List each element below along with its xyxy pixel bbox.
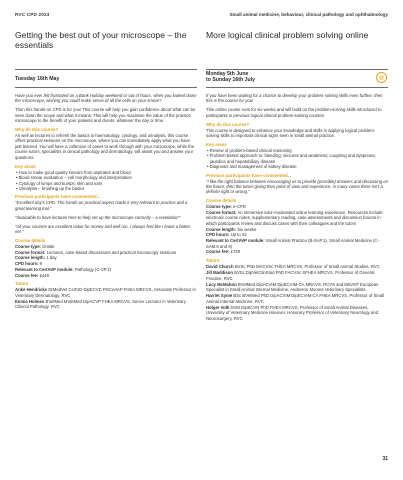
online-at-icon: @ [376, 72, 387, 83]
intro-text: If you have been waiting for a chance to develop your problem-solving skills even further, then this is the course for you! [206, 93, 383, 104]
divider [206, 87, 388, 88]
section-text: As well as lectures to refresh the basics in haematology, cytology, and urinalysis, this course offers practical sessions on the microscope, where you can immediately apply what you have just learned. You will have a collection of cases to work through with your microscope, while the course tutors, specialists in clinical pathology and dermatology, will assist you and answer your questions. [15, 133, 195, 160]
section-heading: Previous participants have commented... [206, 172, 292, 178]
detail-row: Course format: Lectures, case-based discussions and practical microscopy sessions [15, 249, 177, 255]
intro-text: Then this hands-on CPD is for you! This course will help you gain confidence about what can be seen down the scope and what it means. This will help you maximise the value of the practice microscope to the benefit of your patients and clients, whatever the day or time. [15, 107, 196, 124]
detail-row: Relevant to CertAVP module: Pathology (C-VP.3) [15, 266, 111, 272]
detail-row: Course fee: £729 [206, 249, 241, 255]
key-areas-list [15, 170, 197, 192]
detail-row: Course format: An immersive tutor-moderated online learning experience. Resources include electronic course notes, supplementary reading, case assessments and discussion forums in which participants review and discuss cases with their colleagues and the tutors [206, 210, 383, 226]
list-item: • Urinalysis – brushing up the basics [16, 185, 85, 191]
key-areas-list [206, 148, 388, 170]
detail-row: Course type: e-CPD [206, 204, 246, 210]
list-item: • Cytology of lumps and bumps, skin and ears [16, 180, 103, 186]
detail-row: Course length: Six weeks [206, 226, 257, 232]
intro-text: This online course runs for six weeks and will build on the problem-solving skills introduced to participants in previous logical clinical problem-solving courses. [206, 107, 382, 118]
course-title: Getting the best out of your microscope – the essentials [15, 30, 187, 51]
detail-row: CPD hours: Up to 42 [206, 232, 247, 238]
page-number: 31 [382, 456, 388, 462]
detail-row: Relevant to CertAVP module: Small Animal Practice (B-SAP.1), Small Animal Medicine (C-SAM.8 and 9) [206, 238, 379, 249]
brochure-header-title: RVC CPD 2023 [15, 12, 50, 17]
section-heading: Why do this course? [206, 121, 250, 127]
detail-row: Course fee: £449 [15, 272, 50, 278]
tutor-entry: Harriet Syme BSc BVetMed PhD DipACVIM DipECVIM-CA FHEA MRCVS, Professor of Small Animal Internal Medicine, RVC [206, 293, 385, 304]
section-heading: Tutors [15, 281, 29, 287]
list-item: • How to make good quality smears from aspirates and blood [16, 169, 131, 175]
section-heading: Course details [206, 198, 237, 204]
list-item: • Problem-based approach to: bleeding; seizures and weakness; coughing and dyspnoea; jaundice and hepatobiliary disease [207, 153, 376, 164]
section-heading: Key areas [206, 141, 227, 147]
course-date: Monday 5th June [206, 71, 249, 77]
testimonial: "All your courses are excellent value for money and well run. I always feel like I leave a better vet." [15, 223, 191, 234]
brochure-section-title: Small animal medicine, behaviour, clinical pathology and ophthalmology [229, 12, 388, 17]
section-heading: Why do this course? [15, 127, 59, 133]
testimonial: "I like the right balance between encouraging us to provide (possible) answers and discussing on the forum, then the tutors giving their point of view and experience, in many cases there isn't a definite right or wrong." [206, 178, 389, 195]
detail-row: Course length: 1 day [15, 255, 57, 261]
course-description [206, 93, 388, 321]
detail-row: CPD hours: 8 [15, 261, 42, 267]
divider [15, 87, 197, 88]
testimonial: "Excellent day's CPD. The hands-on practical aspect made it very relevant to practice and a great learning tool." [15, 200, 188, 211]
course-title: More logical clinical problem solving online [206, 30, 369, 40]
section-heading: Previous participants have commented... [15, 194, 101, 200]
section-heading: Course details [15, 237, 46, 243]
detail-row: Course type: Onsite [15, 243, 55, 249]
section-heading: Tutors [206, 258, 220, 264]
tutor-entry: Emma Holmes BVetMed MVetMed DipACVP FHEA MRCVS, Senior Lecturer in Veterinary Clinical Pathology, RVC [15, 298, 186, 310]
list-item: • Blood smear evaluation – cell morphology and interpretation [16, 175, 132, 181]
course-column-microscope [15, 30, 197, 310]
tutor-entry: Holger Volk DVM DipECVN PhD FHEA MRCVS, Professor of Small Animal Diseases, University of Veterinary Medicine Hanover, Honorary Professor of Veterinary Neurology and Neurosurgery, RVC [206, 304, 378, 321]
course-column-problem-solving [206, 30, 388, 322]
course-date: Tuesday 16th May [15, 76, 60, 82]
intro-text: Have you ever felt frustrated on a Bank Holiday weekend or out of hours, when you looked down the microscope, wishing you could make sense of all the cells on your smear? [15, 93, 197, 104]
course-description [15, 93, 197, 310]
tutor-entry: Anke Hendricks DrMedVet CertVD DipECVD PGCertAP FHEA MRCVS, Associate Professor in Veterinary Dermatology, RVC [15, 287, 196, 298]
list-item: • Review of problem-based clinical reasoning [207, 147, 292, 153]
tutor-entry: Lucy McMahon BVetMed DipACVIM DipECVIM-CA MRCVS, RCVS and EBVS® European Specialist in Small Animal Internal Medicine, Anderson Moores Veterinary Specialists [206, 281, 379, 293]
course-date-row [206, 70, 388, 87]
testimonial: "Invaluable to have lectures here to help set up the microscope correctly – a revelation!" [15, 214, 181, 220]
course-date: to Sunday 16th July [206, 77, 256, 84]
section-heading: Key areas [15, 163, 36, 169]
tutor-entry: David Church BVSc PhD MACVSc FHEA MRCVS, Professor of Small Animal Studies, RVC [206, 264, 380, 270]
tutor-entry: Jill Maddison BVSc DipVetClinStud PhD FACVSc SFHEA MRCVS, Professor of General Practice, RVC [206, 270, 375, 281]
section-text: This course is designed to enhance your knowledge and skills in applying logical problem-solving skills to important clinical signs seen in small animal practice. [206, 127, 376, 138]
course-date-row [15, 70, 197, 87]
list-item: • Diagnosis and management of kidney disease [207, 164, 297, 170]
